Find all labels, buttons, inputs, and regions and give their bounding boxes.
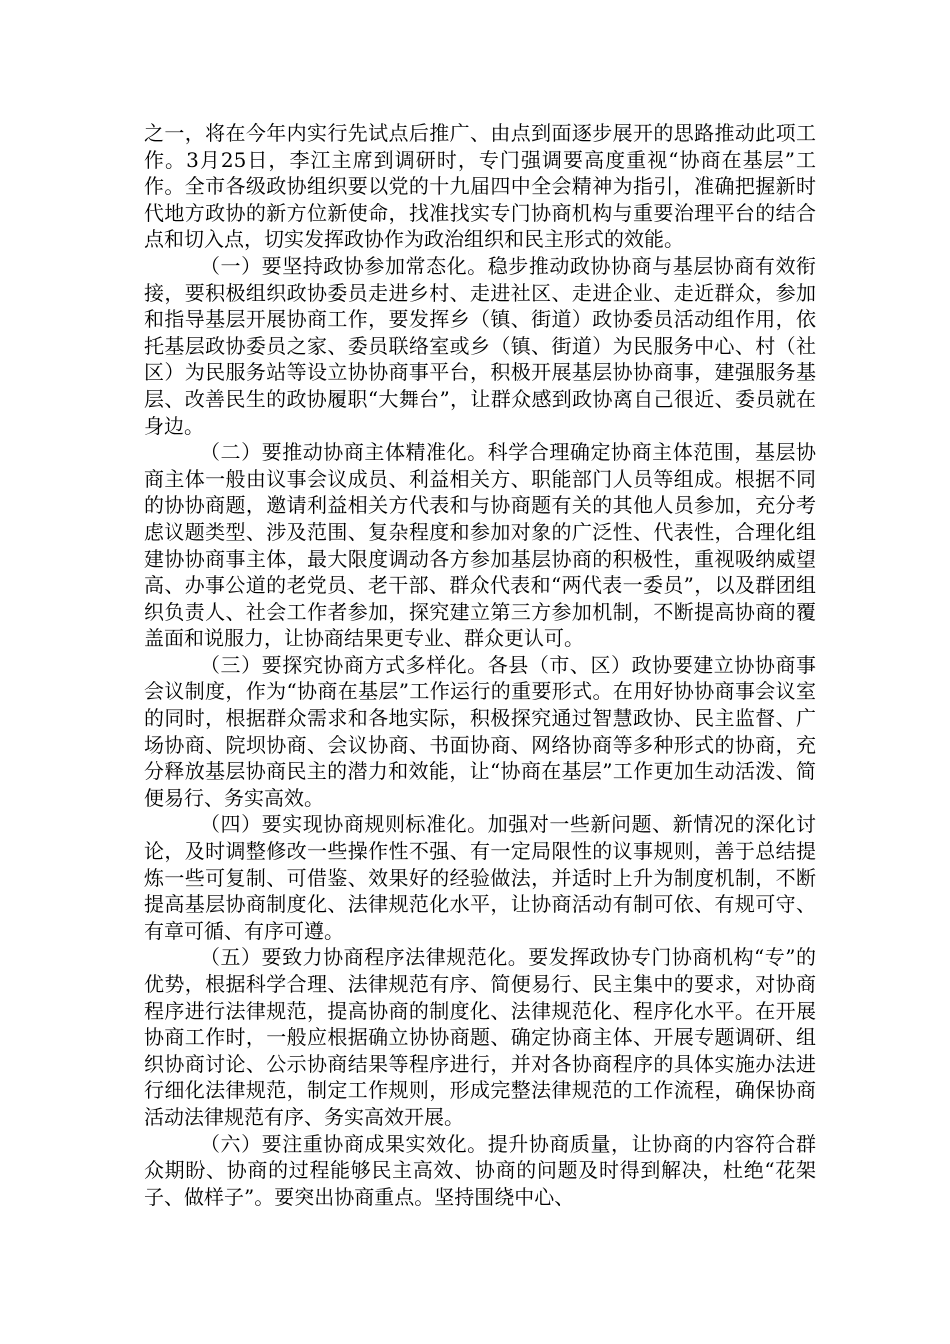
- paragraph-item-4: （四）要实现协商规则标准化。加强对一些新问题、新情况的深化讨论，及时调整修改一些操作性不强、有一定局限性的议事规则，善于总结提炼一些可复制、可借鉴、效果好的经验做法，并适时上升为制度机制，不断提高基层协商制度化、法律规范化水平，让协商活动有制可依、有规可守、有章可循、有序可遵。: [144, 812, 816, 943]
- paragraph-item-6: （六）要注重协商成果实效化。提升协商质量，让协商的内容符合群众期盼、协商的过程能够民主高效、协商的问题及时得到解决，杜绝“花架子、做样子”。要突出协商重点。坚持围绕中心、: [144, 1131, 816, 1209]
- document-page: [144, 120, 816, 1210]
- paragraph-item-5: （五）要致力协商程序法律规范化。要发挥政协专门协商机构“专”的优势，根据科学合理、法律规范有序、简便易行、民主集中的要求，对协商程序进行法律规范，提高协商的制度化、法律规范化、程序化水平。在开展协商工作时，一般应根据确立协协商题、确定协商主体、开展专题调研、组织协商讨论、公示协商结果等程序进行，并对各协商程序的具体实施办法进行细化法律规范，制定工作规则，形成完整法律规范的工作流程，确保协商活动法律规范有序、务实高效开展。: [144, 945, 816, 1129]
- paragraph-item-3: （三）要探究协商方式多样化。各县（市、区）政协要建立协协商事会议制度，作为“协商在基层”工作运行的重要形式。在用好协协商事会议室的同时，根据群众需求和各地实际，积极探究通过智慧政协、民主监督、广场协商、院坝协商、会议协商、书面协商、网络协商等多种形式的协商，充分释放基层协商民主的潜力和效能，让“协商在基层”工作更加生动活泼、简便易行、务实高效。: [144, 652, 816, 810]
- paragraph-item-2: （二）要推动协商主体精准化。科学合理确定协商主体范围，基层协商主体一般由议事会议成员、利益相关方、职能部门人员等组成。根据不同的协协商题，邀请利益相关方代表和与协商题有关的其他人员参加，充分考虑议题类型、涉及范围、复杂程度和参加对象的广泛性、代表性，合理化组建协协商事主体，最大限度调动各方参加基层协商的积极性，重视吸纳威望高、办事公道的老党员、老干部、群众代表和“两代表一委员”，以及群团组织负责人、社会工作者参加，探究建立第三方参加机制，不断提高协商的覆盖面和说服力，让协商结果更专业、群众更认可。: [144, 440, 816, 651]
- paragraph-item-1: （一）要坚持政协参加常态化。稳步推动政协协商与基层协商有效衔接，要积极组织政协委员走进乡村、走进社区、走进企业、走近群众，参加和指导基层开展协商工作，要发挥乡（镇、街道）政协委员活动组作用，依托基层政协委员之家、委员联络室或乡（镇、街道）为民服务中心、村（社区）为民服务站等设立协协商事平台，积极开展基层协协商事，建强服务基层、改善民生的政协履职“大舞台”，让群众感到政协离自己很近、委员就在身边。: [144, 253, 816, 438]
- paragraph-intro: 之一，将在今年内实行先试点后推广、由点到面逐步展开的思路推动此项工作。3月25日，李江主席到调研时，专门强调要高度重视“协商在基层”工作。全市各级政协组织要以党的十九届四中全会精神为指引，准确把握新时代地方政协的新方位新使命，找准找实专门协商机构与重要治理平台的结合点和切入点，切实发挥政协作为政治组织和民主形式的效能。: [144, 121, 816, 252]
